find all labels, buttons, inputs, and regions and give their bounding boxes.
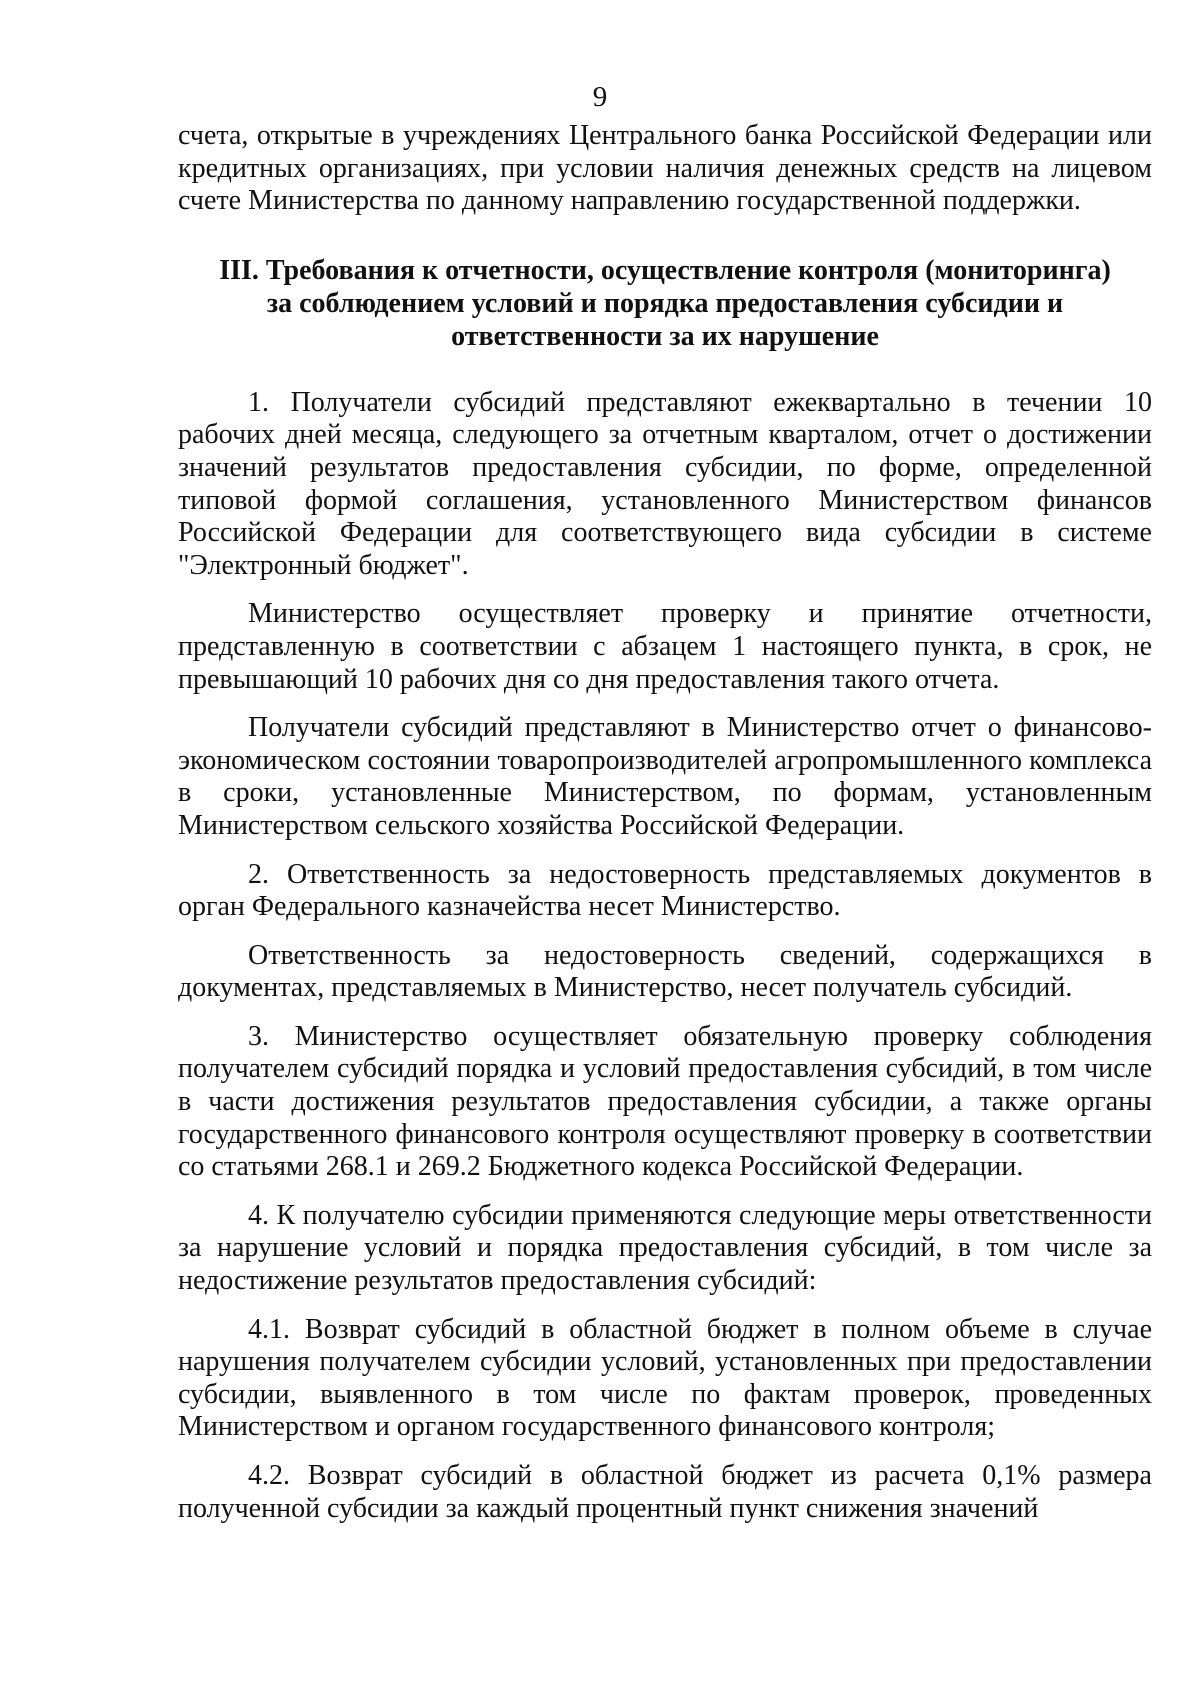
paragraph-4-measures: 4. К получателю субсидии применяются следующие меры ответственности за нарушение условий и порядка предоставления субсидий, в том числе за недостижение результатов предоставления субсидий:: [178, 1199, 1152, 1297]
paragraph-2-responsibility: 2. Ответственность за недостоверность представляемых документов в орган Федерального казначейства несет Министерство.: [178, 858, 1152, 923]
paragraph-recipient-responsibility: Ответственность за недостоверность сведений, содержащихся в документах, представляемых в Министерство, несет получатель субсидий.: [178, 939, 1152, 1004]
paragraph-financial-report: Получатели субсидий представляют в Министерство отчет о финансово-экономическом состоянии товаропроизводителей агропромышленного комплекса в сроки, установленные Министерством, по формам, установленным Министерством сельского хозяйства Российской Федерации.: [178, 712, 1152, 841]
paragraph-1-reports: 1. Получатели субсидий представляют ежеквартально в течении 10 рабочих дней месяца, следующего за отчетным кварталом, отчет о достижении значений результатов предоставления субсидии, по форме, определенной типовой формой соглашения, установленного Министерством финансов Российской Федерации для соответствующего вида субсидии в системе "Электронный бюджет".: [178, 386, 1152, 581]
section-heading: [178, 254, 1152, 353]
paragraph-3-control: 3. Министерство осуществляет обязательную проверку соблюдения получателем субсидий порядка и условий предоставления субсидий, в том числе в части достижения результатов предоставления субсидии, а также органы государственного финансового контроля осуществляют проверку в соответствии со статьями 268.1 и 269.2 Бюджетного кодекса Российской Федерации.: [178, 1020, 1152, 1183]
section-heading-line: ответственности за их нарушение: [451, 320, 879, 352]
intro-paragraph: счета, открытые в учреждениях Центрального банка Российской Федерации или кредитных организациях, при условии наличия денежных средств на лицевом счете Министерства по данному направлению государственной поддержки.: [178, 120, 1152, 217]
section-heading-line: III. Требования к отчетности, осуществление контроля (мониторинга): [219, 254, 1111, 286]
document-body: [178, 120, 1152, 1525]
page-number: 9: [592, 81, 608, 113]
paragraph-4-2-partial-return: 4.2. Возврат субсидий в областной бюджет из расчета 0,1% размера полученной субсидии за каждый процентный пункт снижения значений: [178, 1460, 1152, 1524]
paragraph-4-1-full-return: 4.1. Возврат субсидий в областной бюджет в полном объеме в случае нарушения получателем субсидии условий, установленных при предоставлении субсидии, выявленного в том числе по фактам проверок, проведенных Министерством и органом государственного финансового контроля;: [178, 1313, 1152, 1443]
paragraph-ministry-check: Министерство осуществляет проверку и принятие отчетности, представленную в соответствии с абзацем 1 настоящего пункта, в срок, не превышающий 10 рабочих дня со дня предоставления такого отчета.: [178, 598, 1152, 695]
section-heading-line: за соблюдением условий и порядка предоставления субсидии и: [266, 287, 1064, 319]
